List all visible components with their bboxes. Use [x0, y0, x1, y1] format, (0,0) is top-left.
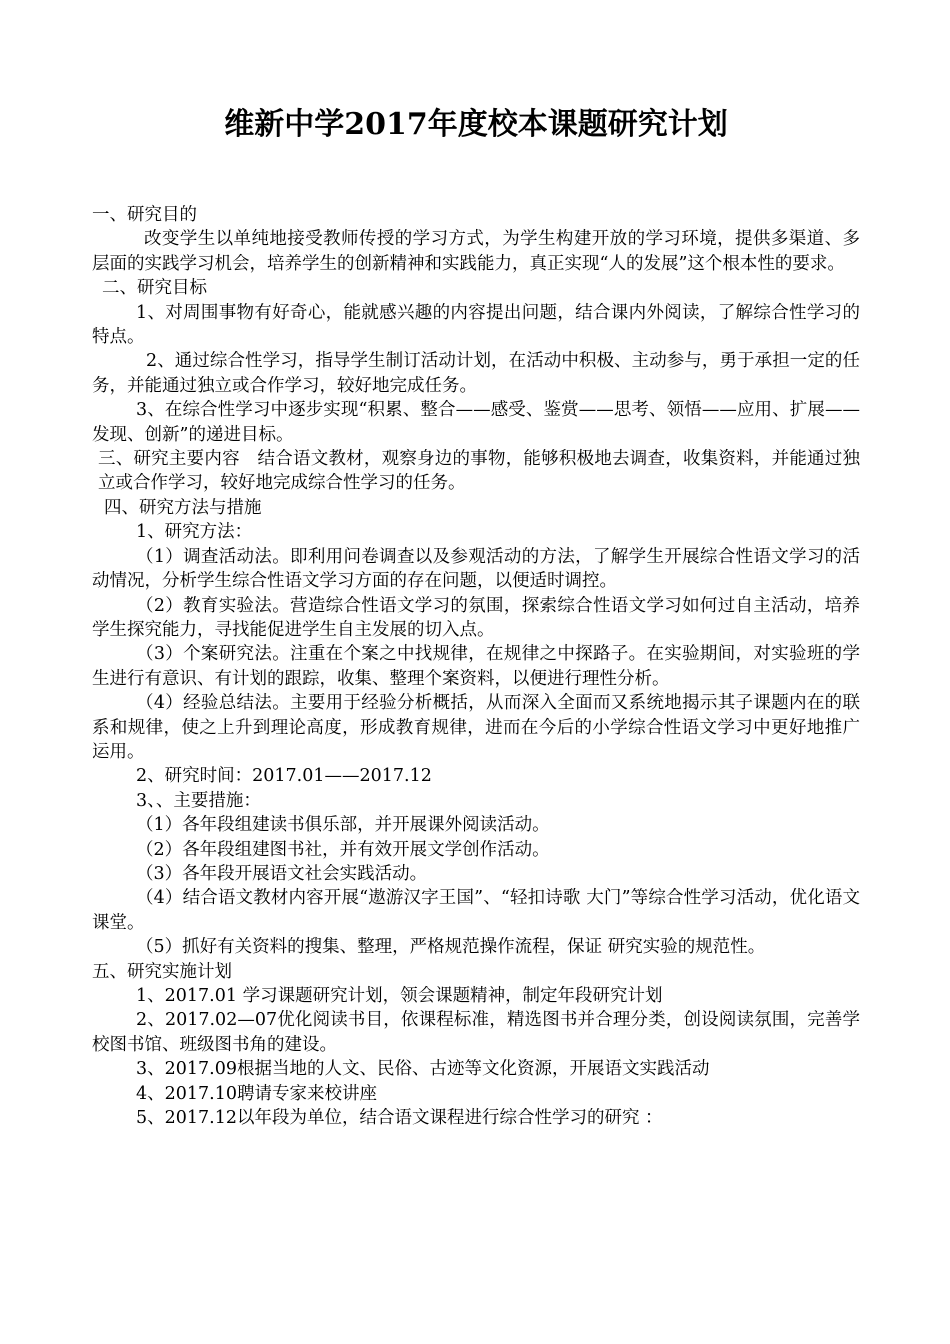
method-item: （2）教育实验法。营造综合性语文学习的氛围，探索综合性语文学习如何过自主活动，培养学生探究能力，寻找能促进学生自主发展的切入点。 [92, 595, 860, 640]
document-body [92, 203, 860, 1130]
section-heading-methods: 四、研究方法与措施 [104, 497, 262, 518]
section-heading-plan: 五、研究实施计划 [92, 961, 232, 982]
purpose-paragraph: 改变学生以单纯地接受教师传授的学习方式，为学生构建开放的学习环境，提供多渠道、多层面的实践学习机会，培养学生的创新精神和实践能力，真正实现“人的发展”这个根本性的要求。 [92, 229, 860, 274]
goal-item: 3、在综合性学习中逐步实现“积累、整合——感受、鉴赏——思考、领悟——应用、扩展——发现、创新”的递进目标。 [92, 400, 860, 445]
method-item: （4）经验总结法。主要用于经验分析概括，从而深入全面而又系统地揭示其子课题内在的联系和规律，使之上升到理论高度，形成教育规律，进而在今后的小学综合性语文学习中更好地推广运用。 [92, 693, 860, 762]
goal-item: 2、通过综合性学习，指导学生制订活动计划，在活动中积极、主动参与，勇于承担一定的任务，并能通过独立或合作学习，较好地完成任务。 [92, 351, 860, 396]
measure-item: （2）各年段组建图书社，并有效开展文学创作活动。 [136, 839, 550, 860]
method-item: （3）个案研究法。注重在个案之中找规律，在规律之中探路子。在实验期间，对实验班的学生进行有意识、有计划的跟踪，收集、整理个案资料，以便进行理性分析。 [92, 644, 860, 689]
plan-item: 4、2017.10聘请专家来校讲座 [136, 1083, 378, 1104]
methods-label: 1、研究方法： [136, 522, 253, 543]
plan-item: 3、2017.09根据当地的人文、民俗、古迹等文化资源，开展语文实践活动 [136, 1059, 710, 1080]
measure-item: （1）各年段组建读书俱乐部，并开展课外阅读活动。 [136, 815, 550, 836]
goal-item: 1、对周围事物有好奇心，能就感兴趣的内容提出问题，结合课内外阅读，了解综合性学习的特点。 [92, 302, 860, 348]
plan-item: 5、2017.12以年段为单位，结合语文课程进行综合性学习的研究 ： [136, 1108, 663, 1129]
section-heading-purpose: 一、研究目的 [92, 205, 197, 225]
measure-item: （3）各年段开展语文社会实践活动。 [136, 863, 428, 884]
plan-item: 1、2017.01 学习课题研究计划，领会课题精神，制定年段研究计划 [136, 986, 663, 1006]
time-label: 2、研究时间：2017.01——2017.12 [136, 766, 432, 787]
measure-item: （5）抓好有关资料的搜集、整理，严格规范操作流程，保证 研究实验的规范性。 [136, 937, 766, 958]
plan-item: 2、2017.02—07优化阅读书目，依课程标准，精选图书并合理分类，创设阅读氛围，完善学校图书馆、班级图书角的建设。 [92, 1010, 860, 1055]
method-item: （1）调查活动法。即利用问卷调查以及参观活动的方法，了解学生开展综合性语文学习的活动情况，分析学生综合性语文学习方面的存在问题，以便适时调控。 [92, 546, 860, 592]
section-content-paragraph: 三、研究主要内容 结合语文教材，观察身边的事物，能够积极地去调查，收集资料，并能通过独立或合作学习，较好地完成综合性学习的任务。 [98, 449, 860, 494]
measures-label: 3、、主要措施： [136, 790, 261, 811]
document-title: 维新中学2017年度校本课题研究计划 [224, 107, 728, 142]
measure-item: （4）结合语文教材内容开展“遨游汉字王国”、“轻扣诗歌 大门”等综合性学习活动，优化语文课堂。 [92, 888, 860, 933]
section-heading-goals: 二、研究目标 [102, 278, 207, 299]
